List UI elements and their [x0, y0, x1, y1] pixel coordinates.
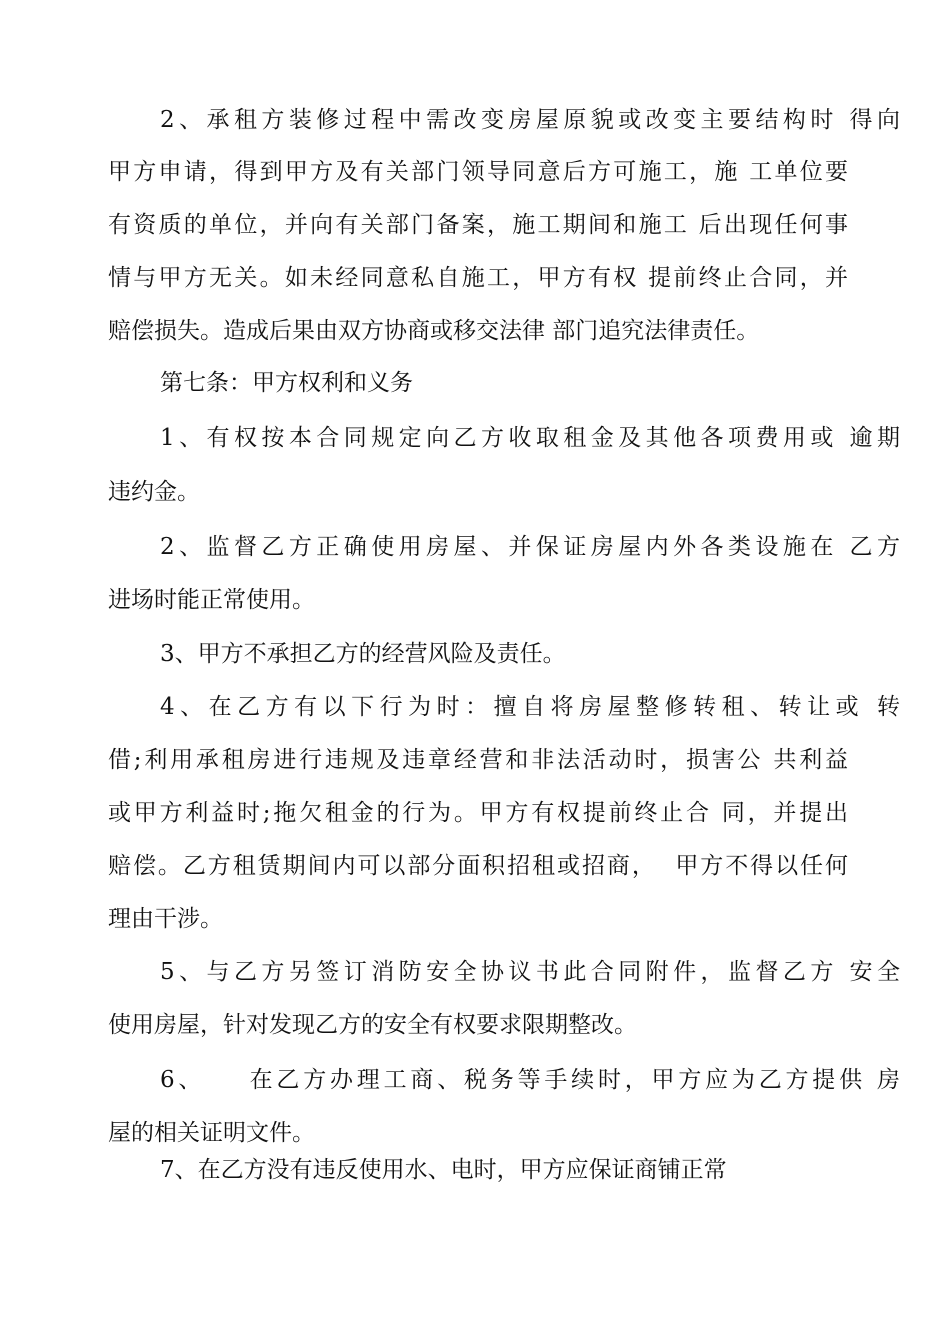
paragraph-line: 违约金。 [108, 479, 200, 505]
paragraph-line: 情与甲方无关。如未经同意私自施工，甲方有权 提前终止合同，并 [108, 265, 848, 291]
paragraph-line: 赔偿损失。造成后果由双方协商或移交法律 部门追究法律责任。 [108, 318, 760, 344]
paragraph-line: 2、承租方装修过程中需改变房屋原貌或改变主要结构时 得向 [160, 107, 900, 133]
paragraph-line: 或甲方利益时;拖欠租金的行为。甲方有权提前终止合 同，并提出 [108, 800, 848, 826]
paragraph-line: 1、有权按本合同规定向乙方收取租金及其他各项费用或 逾期 [160, 425, 900, 451]
paragraph-line: 甲方申请，得到甲方及有关部门领导同意后方可施工，施 工单位要 [108, 159, 848, 185]
paragraph-line: 屋的相关证明文件。 [108, 1120, 315, 1146]
paragraph-line: 4、在乙方有以下行为时：擅自将房屋整修转租、转让或 转 [160, 694, 900, 720]
paragraph-line: 2、监督乙方正确使用房屋、并保证房屋内外各类设施在 乙方 [160, 534, 900, 560]
paragraph-line: 有资质的单位，并向有关部门备案，施工期间和施工 后出现任何事 [108, 212, 848, 238]
paragraph-line: 赔偿。乙方租赁期间内可以部分面积招租或招商， 甲方不得以任何 [108, 853, 848, 879]
paragraph-line: 7、在乙方没有违反使用水、电时，甲方应保证商铺正常 [160, 1157, 727, 1183]
paragraph-line: 借;利用承租房进行违规及违章经营和非法活动时，损害公 共利益 [108, 747, 848, 773]
paragraph-line: 3、甲方不承担乙方的经营风险及责任。 [160, 641, 566, 667]
section-heading: 第七条：甲方权利和义务 [160, 370, 413, 396]
paragraph-line: 5、与乙方另签订消防安全协议书此合同附件，监督乙方 安全 [160, 959, 900, 985]
paragraph-line: 进场时能正常使用。 [108, 587, 315, 613]
paragraph-line: 使用房屋，针对发现乙方的安全有权要求限期整改。 [108, 1012, 637, 1038]
paragraph-line: 理由干涉。 [108, 906, 223, 932]
paragraph-line: 6、 在乙方办理工商、税务等手续时，甲方应为乙方提供 房 [160, 1067, 900, 1093]
